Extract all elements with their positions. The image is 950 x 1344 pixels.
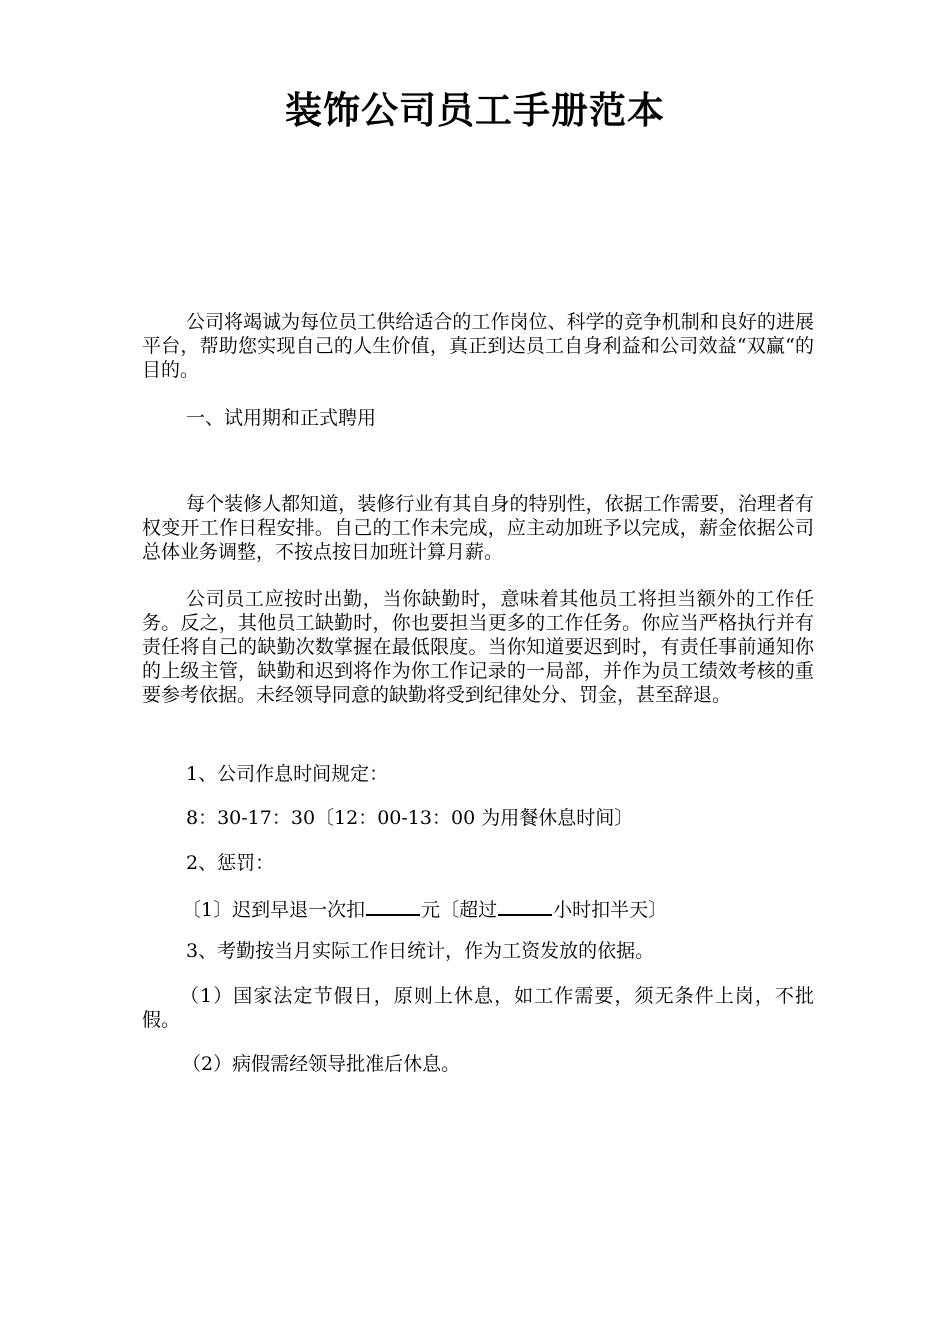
penalty-rule-part3: 小时扣半天〕: [553, 899, 668, 921]
penalty-hours-blank: [498, 896, 552, 916]
document-title: 装饰公司员工手册范本: [285, 89, 665, 132]
work-hours-heading: 1、公司作息时间规定：: [186, 763, 389, 785]
penalty-amount-blank: [366, 896, 420, 916]
penalty-heading: 2、惩罚：: [186, 852, 275, 874]
penalty-rule-part1: 〔1〕迟到早退一次扣: [182, 899, 366, 921]
work-hours-text: 8：30-17：30〔12：00-13：00 为用餐休息时间〕: [186, 807, 634, 829]
penalty-rule: [182, 896, 667, 922]
section-heading-probation: 一、试用期和正式聘用: [186, 407, 377, 429]
intro-paragraph: 公司将竭诚为每位员工供给适合的工作岗位、科学的竞争机制和良好的进展平台，帮助您实现自己的人生价值，真正到达员工自身利益和公司效益“双赢“的目的。: [142, 311, 814, 381]
penalty-rule-part2: 元〔超过: [421, 899, 498, 921]
overtime-paragraph: 每个装修人都知道，装修行业有其自身的特别性，依据工作需要，治理者有权变开工作日程安排。自己的工作未完成，应主动加班予以完成，薪金依据公司总体业务调整，不按点按日加班计算月薪。: [142, 493, 814, 563]
attendance-paragraph: 公司员工应按时出勤，当你缺勤时，意味着其他员工将担当额外的工作任务。反之，其他员工缺勤时，你也要担当更多的工作任务。你应当严格执行并有责任将自己的缺勤次数掌握在最低限度。当你知道要迟到时，有责任事前通知你的上级主管，缺勤和迟到将作为你工作记录的一局部，并作为员工绩效考核的重要参考依据。未经领导同意的缺勤将受到纪律处分、罚金，甚至辞退。: [142, 588, 814, 706]
sick-leave-rule: （2）病假需经领导批准后休息。: [182, 1053, 461, 1075]
attendance-stat-rule: 3、考勤按当月实际工作日统计，作为工资发放的依据。: [186, 940, 655, 962]
holiday-rule: （1）国家法定节假日，原则上休息，如工作需要，须无条件上岗，不批假。: [142, 985, 814, 1031]
